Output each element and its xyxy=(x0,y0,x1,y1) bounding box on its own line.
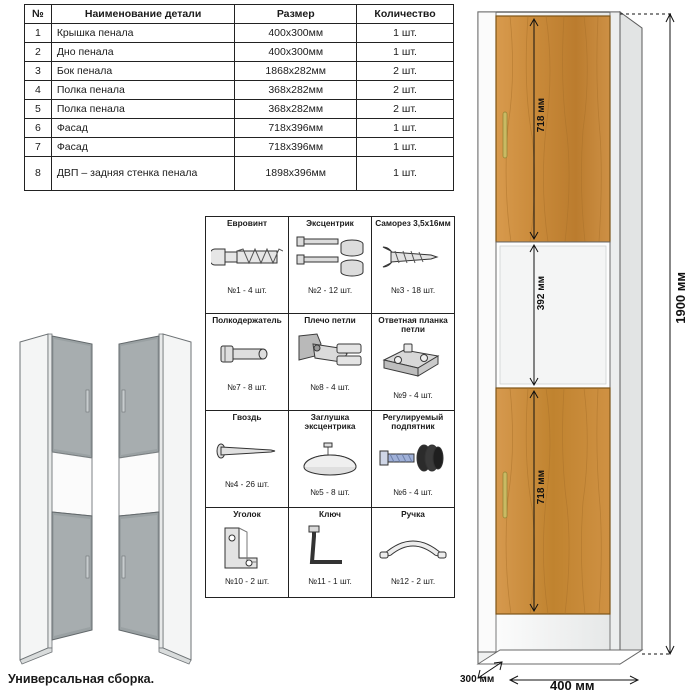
cell-size: 400х300мм xyxy=(235,24,357,43)
cell-name: Бок пенала xyxy=(51,62,235,81)
header-size: Размер xyxy=(235,5,357,24)
cell-num: 5 xyxy=(25,100,52,119)
hardware-row xyxy=(206,411,455,508)
hardware-cell-polkoderzhatel xyxy=(206,314,289,411)
cell-num: 1 xyxy=(25,24,52,43)
assembly-caption: Универсальная сборка. xyxy=(8,672,155,686)
hinge-plate-icon xyxy=(373,334,453,390)
cell-size: 718х396мм xyxy=(235,119,357,138)
grey-cabinet-left xyxy=(20,334,92,664)
table-row xyxy=(25,100,454,119)
handle-icon xyxy=(373,520,453,576)
hardware-code: №6 - 4 шт. xyxy=(393,487,433,498)
hardware-title: Евровинт xyxy=(226,218,268,228)
cell-num: 6 xyxy=(25,119,52,138)
table-row xyxy=(25,43,454,62)
door-handle-bottom xyxy=(503,472,507,518)
cell-name: Фасад xyxy=(51,138,235,157)
hardware-cell-zaglushka xyxy=(289,411,372,508)
hardware-cell-podpyatnik xyxy=(372,411,455,508)
hardware-title: Регулируемый подпятник xyxy=(382,412,444,432)
hardware-title: Ответная планка петли xyxy=(378,315,448,335)
hardware-cell-otvetnaya-planka xyxy=(372,314,455,411)
hardware-cell-ekscentrik xyxy=(289,217,372,314)
header-qty: Количество xyxy=(357,5,454,24)
hardware-cell-eurovint xyxy=(206,217,289,314)
hardware-title: Ручка xyxy=(401,509,425,519)
hardware-cell-klyuch xyxy=(289,508,372,598)
cell-size: 368х282мм xyxy=(235,81,357,100)
hardware-cell-plecho-petli xyxy=(289,314,372,411)
hardware-cell-ugolok xyxy=(206,508,289,598)
cell-size: 400х300мм xyxy=(235,43,357,62)
hardware-code: №3 - 18 шт. xyxy=(390,285,436,295)
hardware-title: Уголок xyxy=(233,509,261,519)
shelf-support-icon xyxy=(207,326,287,382)
cell-qty: 1 шт. xyxy=(357,138,454,157)
parts-table xyxy=(24,4,454,191)
table-row xyxy=(25,138,454,157)
hardware-cell-samorez xyxy=(372,217,455,314)
cell-name: Дно пенала xyxy=(51,43,235,62)
cell-qty: 1 шт. xyxy=(357,119,454,138)
table-header-row xyxy=(25,5,454,24)
hardware-row xyxy=(206,217,455,314)
nail-icon xyxy=(207,423,287,479)
hardware-code: №2 - 12 шт. xyxy=(307,285,353,295)
cell-size: 368х282мм xyxy=(235,100,357,119)
cell-name: Крышка пенала xyxy=(51,24,235,43)
cell-size: 718х396мм xyxy=(235,138,357,157)
hardware-code: №4 - 26 шт. xyxy=(224,479,270,489)
hinge-arm-icon xyxy=(290,326,370,382)
hardware-code: №7 - 8 шт. xyxy=(227,382,267,392)
cell-qty: 1 шт. xyxy=(357,43,454,62)
corner-bracket-icon xyxy=(207,520,287,576)
allen-key-icon xyxy=(290,520,370,576)
hardware-row xyxy=(206,508,455,598)
hardware-title: Полкодержатель xyxy=(212,315,282,325)
dim-label-width: 400 мм xyxy=(550,678,595,693)
cell-num: 8 xyxy=(25,157,52,191)
hardware-grid xyxy=(205,216,455,598)
hardware-title: Плечо петли xyxy=(304,315,356,325)
dim-label-middle: 392 мм xyxy=(536,276,547,311)
hardware-code: №5 - 8 шт. xyxy=(310,487,350,498)
hardware-title: Ключ xyxy=(319,509,341,519)
table-row xyxy=(25,62,454,81)
grey-cabinet-right xyxy=(119,334,191,664)
grey-cabinet-illustration xyxy=(8,330,203,670)
header-num: № xyxy=(25,5,52,24)
cell-name: ДВП – задняя стенка пенала xyxy=(51,157,235,191)
hardware-cell-ruchka xyxy=(372,508,455,598)
hardware-code: №1 - 4 шт. xyxy=(227,285,267,295)
oak-cabinet-illustration xyxy=(460,2,700,693)
table-row xyxy=(25,81,454,100)
self-tapping-screw-icon xyxy=(373,229,453,285)
cell-qty: 1 шт. xyxy=(357,24,454,43)
dim-label-top-door: 718 мм xyxy=(536,98,547,133)
cell-qty: 2 шт. xyxy=(357,81,454,100)
cell-num: 4 xyxy=(25,81,52,100)
cam-cover-cap-icon xyxy=(290,431,370,487)
hardware-code: №12 - 2 шт. xyxy=(390,576,436,586)
adjustable-foot-icon xyxy=(373,431,453,487)
hardware-cell-gvozd xyxy=(206,411,289,508)
cam-lock-icon xyxy=(290,229,370,285)
header-name: Наименование детали xyxy=(51,5,235,24)
cell-num: 2 xyxy=(25,43,52,62)
hardware-code: №9 - 4 шт. xyxy=(393,390,433,401)
dim-label-total-height: 1900 мм xyxy=(673,272,688,324)
dim-label-depth: 300 мм xyxy=(460,674,495,685)
cell-qty: 2 шт. xyxy=(357,62,454,81)
table-row xyxy=(25,24,454,43)
table-row xyxy=(25,157,454,191)
cell-name: Полка пенала xyxy=(51,81,235,100)
hardware-code: №8 - 4 шт. xyxy=(310,382,350,392)
cell-name: Фасад xyxy=(51,119,235,138)
hardware-code: №10 - 2 шт. xyxy=(224,576,270,586)
hardware-row xyxy=(206,314,455,411)
hardware-title: Заглушка эксцентрика xyxy=(304,412,356,432)
dim-label-bottom-door: 718 мм xyxy=(536,470,547,505)
cell-name: Полка пенала xyxy=(51,100,235,119)
hardware-title: Гвоздь xyxy=(232,412,262,422)
table-row xyxy=(25,119,454,138)
door-handle-top xyxy=(503,112,507,158)
hardware-code: №11 - 1 шт. xyxy=(308,576,352,586)
cell-size: 1868х282мм xyxy=(235,62,357,81)
cell-num: 3 xyxy=(25,62,52,81)
cell-num: 7 xyxy=(25,138,52,157)
cell-qty: 2 шт. xyxy=(357,100,454,119)
hardware-title: Саморез 3,5х16мм xyxy=(375,218,451,228)
confirmat-screw-icon xyxy=(207,229,287,285)
cell-qty: 1 шт. xyxy=(357,157,454,191)
cell-size: 1898х396мм xyxy=(235,157,357,191)
hardware-title: Эксцентрик xyxy=(306,218,354,228)
